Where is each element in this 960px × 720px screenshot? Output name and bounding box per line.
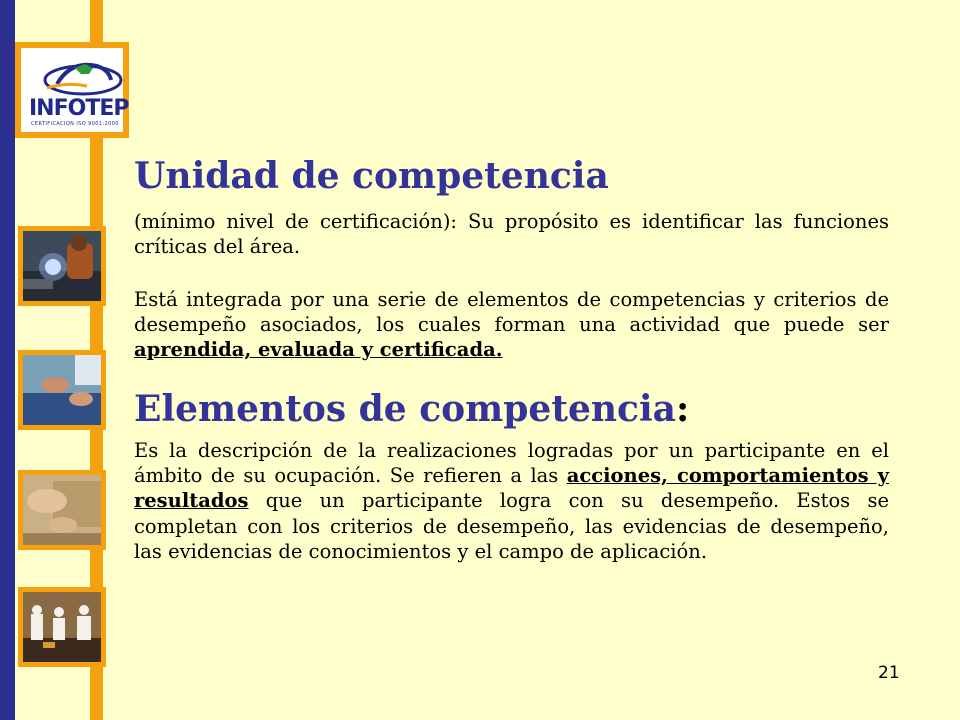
infotep-logo [15, 42, 129, 138]
logo-wordmark: INFOTEP [29, 96, 129, 121]
sidebar-blue-band [0, 0, 15, 720]
section2-title [134, 387, 889, 432]
page-number: 21 [878, 663, 900, 683]
section1-title: Unidad de competencia [134, 155, 609, 197]
section2-body-text: Es la descripción de la realizaciones logradas por un participante en el ámbito de su ocupación. Se refieren a las [134, 438, 889, 488]
section2-title-colon: : [675, 387, 690, 430]
hands-workbench-photo [18, 470, 106, 550]
hands-sewing-photo [18, 350, 106, 430]
section2-body [134, 438, 889, 565]
kitchen-chefs-photo [18, 587, 106, 667]
section2-body-suffix: que un participante logra con su desempeño. Estos se completan con los criterios de desempeño, las evidencias de desempeño, las evidencias de conocimientos y el campo de aplicación. [134, 489, 889, 564]
section2-body-emphasis: acciones, comportamientos y resultados [134, 464, 889, 513]
welding-photo [18, 226, 106, 306]
logo-subtitle: CERTIFICACION ISO 9001:2000 [31, 121, 119, 127]
section1-body-text: Está integrada por una serie de elementos de competencias y criterios de desempeño asociados, los cuales forman una actividad que puede ser [134, 287, 889, 337]
section1-body-emphasis: aprendida, evaluada y certificada. [134, 338, 503, 362]
globe-icon [27, 54, 123, 98]
slide-content [134, 154, 889, 564]
section1-intro [134, 209, 889, 260]
section1-body [134, 287, 889, 363]
section1-intro-text: (mínimo nivel de certificación): Su propósito es identificar las funciones críticas del área. [134, 210, 889, 259]
section2-title-text: Elementos de competencia [134, 387, 676, 430]
